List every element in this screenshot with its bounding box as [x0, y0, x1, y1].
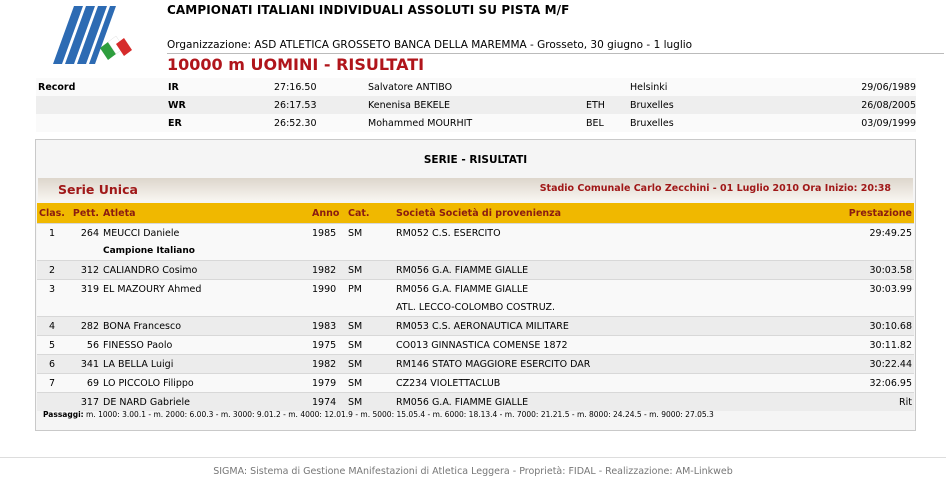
result-club: RM146 STATO MAGGIORE ESERCITO DAR: [394, 355, 694, 374]
championship-title: CAMPIONATI ITALIANI INDIVIDUALI ASSOLUTI SU PISTA M/F: [167, 3, 570, 17]
result-year: 1990: [310, 280, 346, 299]
spacer: [694, 298, 914, 317]
result-athlete: LO PICCOLO Filippo: [101, 374, 310, 393]
result-cat: SM: [346, 355, 394, 374]
serie-title: SERIE - RISULTATI: [423, 154, 528, 166]
table-row: [37, 280, 914, 299]
result-year: 1982: [310, 261, 346, 280]
splits-label: Passaggi:: [43, 410, 84, 419]
result-clas: 6: [37, 355, 67, 374]
spacer: [37, 242, 67, 261]
record-nation: ETH: [586, 99, 605, 111]
splits-line: [43, 410, 714, 419]
result-clas: 5: [37, 336, 67, 355]
result-club: RM056 G.A. FIAMME GIALLE: [394, 280, 694, 299]
result-subrow: [37, 298, 914, 317]
spacer: [346, 242, 394, 261]
result-pett: 317: [67, 393, 101, 412]
result-athlete: FINESSO Paolo: [101, 336, 310, 355]
result-clas: 2: [37, 261, 67, 280]
result-clas: 3: [37, 280, 67, 299]
result-time: 30:11.82: [694, 336, 914, 355]
table-row: [37, 355, 914, 374]
table-row: [37, 224, 914, 243]
spacer: [67, 242, 101, 261]
result-origin-club: [394, 242, 694, 261]
footer-divider: [0, 457, 946, 458]
record-city: Helsinki: [630, 81, 668, 93]
record-type: ER: [168, 117, 182, 129]
record-row: [36, 78, 916, 96]
result-clas: 1: [37, 224, 67, 243]
record-label: Record: [38, 81, 76, 93]
spacer: [310, 298, 346, 317]
record-time: 26:17.53: [274, 99, 317, 111]
col-pett: Pett.: [67, 203, 101, 224]
serie-bar: [38, 178, 913, 200]
record-city: Bruxelles: [630, 117, 674, 129]
event-title: 10000 m UOMINI - RISULTATI: [167, 55, 425, 74]
result-clas: [37, 393, 67, 412]
result-pett: 282: [67, 317, 101, 336]
record-time: 27:16.50: [274, 81, 317, 93]
spacer: [346, 298, 394, 317]
result-pett: 319: [67, 280, 101, 299]
result-time: 30:22.44: [694, 355, 914, 374]
splits-text: m. 1000: 3.00.1 - m. 2000: 6.00.3 - m. 3000: 9.01.2 - m. 4000: 12.01.9 - m. 5000: 15.05.4 - m. 6000: 18.13.4 - m. 7000: 21.21.5 - m. 8000: 24.24.5 - m. 9000: 27.05.3: [86, 410, 714, 419]
spacer: [310, 242, 346, 261]
result-cat: SM: [346, 317, 394, 336]
result-year: 1974: [310, 393, 346, 412]
record-label: [36, 114, 166, 132]
table-row: [37, 261, 914, 280]
fidal-logo-icon: [50, 4, 134, 66]
result-pett: 69: [67, 374, 101, 393]
record-athlete: Salvatore ANTIBO: [368, 81, 453, 93]
header-divider: [167, 53, 944, 54]
record-date: 29/06/1989: [861, 81, 916, 93]
footer-text: SIGMA: Sistema di Gestione MAnifestazioni di Atletica Leggera - Proprietà: FIDAL - Realizzazione: AM-Linkweb: [213, 466, 733, 477]
result-pett: 264: [67, 224, 101, 243]
result-time: 32:06.95: [694, 374, 914, 393]
serie-name: Serie Unica: [58, 182, 138, 197]
table-row: [37, 374, 914, 393]
result-year: 1975: [310, 336, 346, 355]
result-time: 30:10.68: [694, 317, 914, 336]
record-date: 26/08/2005: [861, 99, 916, 111]
result-pett: 341: [67, 355, 101, 374]
table-row: [37, 393, 914, 412]
record-label: [36, 96, 166, 114]
record-date: 03/09/1999: [861, 117, 916, 129]
spacer: [37, 298, 67, 317]
result-club: CO013 GINNASTICA COMENSE 1872: [394, 336, 694, 355]
results-panel: [35, 139, 916, 431]
spacer: [67, 298, 101, 317]
result-cat: SM: [346, 336, 394, 355]
result-year: 1979: [310, 374, 346, 393]
table-row: [37, 336, 914, 355]
result-club: RM056 G.A. FIAMME GIALLE: [394, 261, 694, 280]
serie-info: Stadio Comunale Carlo Zecchini - 01 Luglio 2010 Ora Inizio: 20:38: [539, 183, 891, 194]
result-clas: 4: [37, 317, 67, 336]
result-pett: 56: [67, 336, 101, 355]
result-athlete: MEUCCI Daniele: [101, 224, 310, 243]
col-cat: Cat.: [346, 203, 394, 224]
col-atleta: Atleta: [101, 203, 310, 224]
record-type: WR: [168, 99, 186, 111]
record-nation: BEL: [586, 117, 604, 129]
col-anno: Anno: [310, 203, 346, 224]
record-athlete: Kenenisa BEKELE: [368, 99, 450, 111]
result-year: 1982: [310, 355, 346, 374]
result-cat: SM: [346, 393, 394, 412]
record-nation: [586, 78, 630, 96]
record-athlete: Mohammed MOURHIT: [368, 117, 473, 129]
result-cat: PM: [346, 280, 394, 299]
result-origin-club: ATL. LECCO-COLOMBO COSTRUZ.: [394, 298, 694, 317]
result-club: RM052 C.S. ESERCITO: [394, 224, 694, 243]
col-clas: Clas.: [37, 203, 67, 224]
results-table: [37, 203, 914, 411]
result-year: 1985: [310, 224, 346, 243]
spacer: [694, 242, 914, 261]
record-city: Bruxelles: [630, 99, 674, 111]
col-prestazione: Prestazione: [694, 203, 914, 224]
result-time: 30:03.58: [694, 261, 914, 280]
result-cat: SM: [346, 224, 394, 243]
result-athlete: LA BELLA Luigi: [101, 355, 310, 374]
result-year: 1983: [310, 317, 346, 336]
result-athlete: EL MAZOURY Ahmed: [101, 280, 310, 299]
result-athlete: BONA Francesco: [101, 317, 310, 336]
organization-line: Organizzazione: ASD ATLETICA GROSSETO BANCA DELLA MAREMMA - Grosseto, 30 giugno - 1 luglio: [167, 39, 693, 51]
result-clas: 7: [37, 374, 67, 393]
records-table: [36, 78, 916, 132]
result-club: CZ234 VIOLETTACLUB: [394, 374, 694, 393]
result-cat: SM: [346, 261, 394, 280]
result-time: 30:03.99: [694, 280, 914, 299]
result-time: 29:49.25: [694, 224, 914, 243]
result-athlete: DE NARD Gabriele: [101, 393, 310, 412]
result-athlete: CALIANDRO Cosimo: [101, 261, 310, 280]
result-note: [101, 298, 310, 317]
record-row: [36, 114, 916, 132]
result-club: RM053 C.S. AERONAUTICA MILITARE: [394, 317, 694, 336]
table-row: [37, 317, 914, 336]
record-time: 26:52.30: [274, 117, 317, 129]
result-pett: 312: [67, 261, 101, 280]
result-cat: SM: [346, 374, 394, 393]
result-note: Campione Italiano: [101, 242, 310, 261]
results-header-row: [37, 203, 914, 224]
record-type: IR: [168, 81, 179, 93]
record-row: [36, 96, 916, 114]
col-societa: Società Società di provenienza: [394, 203, 694, 224]
result-club: RM056 G.A. FIAMME GIALLE: [394, 393, 694, 412]
result-subrow: [37, 242, 914, 261]
result-time: Rit: [694, 393, 914, 412]
